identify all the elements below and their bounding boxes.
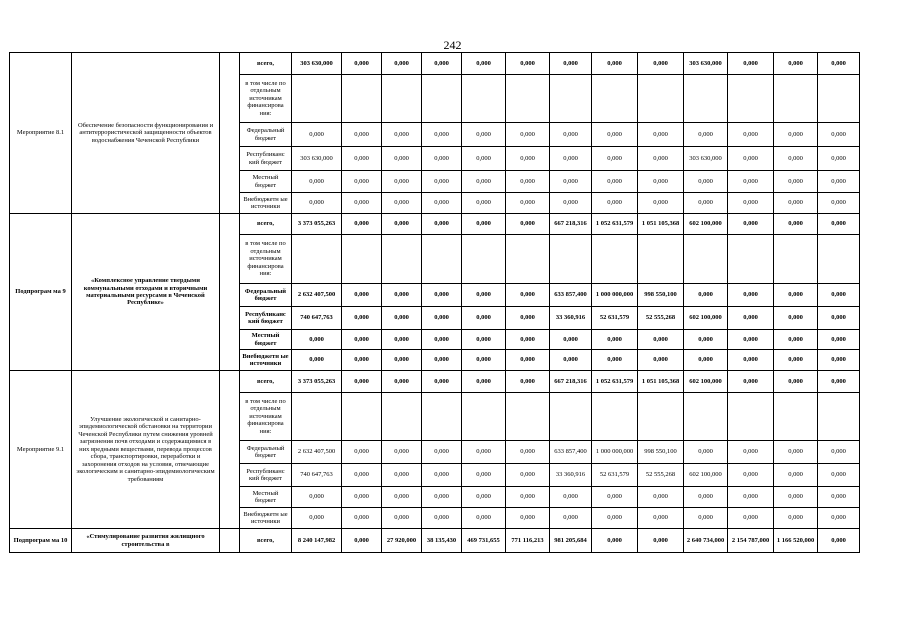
amount-cell: 0,000 <box>728 508 774 529</box>
amount-cell: 1 051 105,368 <box>638 371 684 393</box>
amount-cell <box>818 75 860 123</box>
spacer-cell <box>220 529 240 553</box>
amount-cell: 667 218,316 <box>550 214 592 235</box>
amount-cell: 0,000 <box>638 171 684 193</box>
amount-cell: 0,000 <box>818 487 860 508</box>
amount-cell: 0,000 <box>774 284 818 307</box>
amount-cell: 0,000 <box>638 529 684 553</box>
amount-cell: 771 116,213 <box>506 529 550 553</box>
amount-cell: 0,000 <box>422 307 462 330</box>
funding-source: Внебюджетн ые источники <box>240 350 292 371</box>
amount-cell: 633 857,400 <box>550 284 592 307</box>
amount-cell <box>684 235 728 284</box>
amount-cell: 0,000 <box>422 171 462 193</box>
amount-cell: 38 135,430 <box>422 529 462 553</box>
amount-cell: 602 100,000 <box>684 464 728 487</box>
amount-cell: 0,000 <box>382 441 422 464</box>
funding-source: Местный бюджет <box>240 330 292 350</box>
amount-cell: 0,000 <box>728 123 774 147</box>
amount-cell: 0,000 <box>342 171 382 193</box>
amount-cell <box>422 235 462 284</box>
amount-cell <box>550 393 592 441</box>
amount-cell: 0,000 <box>684 171 728 193</box>
amount-cell: 0,000 <box>728 147 774 171</box>
section-label: Мероприятие 8.1 <box>10 53 72 214</box>
amount-cell: 0,000 <box>506 371 550 393</box>
budget-table <box>9 52 898 553</box>
amount-cell <box>292 235 342 284</box>
amount-cell: 1 052 631,579 <box>592 214 638 235</box>
amount-cell: 0,000 <box>292 508 342 529</box>
amount-cell: 0,000 <box>638 123 684 147</box>
table-body <box>10 53 898 553</box>
amount-cell: 0,000 <box>342 441 382 464</box>
amount-cell: 0,000 <box>818 350 860 371</box>
amount-cell <box>550 235 592 284</box>
funding-source: Федеральный бюджет <box>240 284 292 307</box>
amount-cell: 0,000 <box>728 330 774 350</box>
amount-cell: 1 000 000,000 <box>592 441 638 464</box>
amount-cell: 303 630,000 <box>292 147 342 171</box>
amount-cell: 0,000 <box>592 147 638 171</box>
amount-cell: 0,000 <box>774 53 818 75</box>
amount-cell: 0,000 <box>774 193 818 214</box>
amount-cell <box>342 235 382 284</box>
amount-cell: 0,000 <box>462 371 506 393</box>
amount-cell: 0,000 <box>342 307 382 330</box>
funding-source: в том числе по отдельным источникам финансирова ния: <box>240 393 292 441</box>
amount-cell: 633 857,400 <box>550 441 592 464</box>
amount-cell: 2 632 407,500 <box>292 284 342 307</box>
amount-cell: 0,000 <box>422 284 462 307</box>
amount-cell <box>728 75 774 123</box>
funding-source: всего, <box>240 371 292 393</box>
amount-cell: 0,000 <box>684 487 728 508</box>
amount-cell: 0,000 <box>462 214 506 235</box>
amount-cell: 0,000 <box>818 371 860 393</box>
section-label: Мероприятие 9.1 <box>10 371 72 529</box>
funding-source: в том числе по отдельным источникам финансирова ния: <box>240 75 292 123</box>
amount-cell <box>462 235 506 284</box>
amount-cell: 0,000 <box>292 123 342 147</box>
amount-cell: 303 630,000 <box>684 53 728 75</box>
amount-cell: 1 052 631,579 <box>592 371 638 393</box>
amount-cell: 0,000 <box>462 53 506 75</box>
amount-cell: 0,000 <box>462 330 506 350</box>
amount-cell: 0,000 <box>462 193 506 214</box>
amount-cell: 0,000 <box>550 330 592 350</box>
amount-cell: 0,000 <box>462 508 506 529</box>
amount-cell: 0,000 <box>550 487 592 508</box>
funding-source: всего, <box>240 53 292 75</box>
funding-source: Местный бюджет <box>240 487 292 508</box>
amount-cell: 0,000 <box>382 508 422 529</box>
amount-cell: 303 630,000 <box>292 53 342 75</box>
amount-cell: 0,000 <box>342 350 382 371</box>
amount-cell: 0,000 <box>774 171 818 193</box>
amount-cell: 0,000 <box>728 350 774 371</box>
table-row <box>10 53 898 75</box>
amount-cell: 0,000 <box>292 487 342 508</box>
amount-cell: 0,000 <box>342 487 382 508</box>
amount-cell: 0,000 <box>774 350 818 371</box>
amount-cell: 0,000 <box>382 350 422 371</box>
section-description: «Комплексное управление твердыми коммунальными отходами и вторичными материальными ресурсами в Чеченской Республике» <box>72 214 220 371</box>
amount-cell: 0,000 <box>382 53 422 75</box>
amount-cell: 0,000 <box>342 214 382 235</box>
amount-cell <box>550 75 592 123</box>
amount-cell: 0,000 <box>728 371 774 393</box>
amount-cell: 0,000 <box>382 330 422 350</box>
amount-cell: 0,000 <box>506 123 550 147</box>
amount-cell: 0,000 <box>292 193 342 214</box>
amount-cell: 0,000 <box>550 171 592 193</box>
amount-cell: 0,000 <box>774 508 818 529</box>
amount-cell: 0,000 <box>422 464 462 487</box>
amount-cell: 0,000 <box>728 307 774 330</box>
amount-cell: 0,000 <box>550 193 592 214</box>
amount-cell: 602 100,000 <box>684 307 728 330</box>
amount-cell <box>774 75 818 123</box>
amount-cell: 0,000 <box>774 307 818 330</box>
amount-cell: 0,000 <box>684 123 728 147</box>
amount-cell: 0,000 <box>550 350 592 371</box>
amount-cell: 0,000 <box>818 330 860 350</box>
funding-source: Внебюджетн ые источники <box>240 508 292 529</box>
amount-cell: 0,000 <box>506 53 550 75</box>
section-description: «Стимулирование развития жилищного строительства в <box>72 529 220 553</box>
amount-cell: 0,000 <box>592 330 638 350</box>
amount-cell: 0,000 <box>592 350 638 371</box>
amount-cell: 0,000 <box>422 53 462 75</box>
amount-cell <box>818 235 860 284</box>
amount-cell: 0,000 <box>550 123 592 147</box>
amount-cell: 3 373 055,263 <box>292 214 342 235</box>
amount-cell: 0,000 <box>774 487 818 508</box>
amount-cell: 0,000 <box>342 123 382 147</box>
amount-cell <box>592 75 638 123</box>
amount-cell: 0,000 <box>818 284 860 307</box>
amount-cell: 0,000 <box>506 193 550 214</box>
amount-cell: 0,000 <box>774 371 818 393</box>
funding-source: Республиканс кий бюджет <box>240 307 292 330</box>
funding-source: Внебюджетн ые источники <box>240 193 292 214</box>
amount-cell: 0,000 <box>774 330 818 350</box>
amount-cell: 0,000 <box>638 330 684 350</box>
amount-cell <box>342 393 382 441</box>
amount-cell: 0,000 <box>818 307 860 330</box>
section-description: Улучшение экологической и санитарно-эпидемиологической обстановки на территории Чеченской Республики путем снижения уровней загрязнения почв отходами и содержащимися в них вредными веществами, перевода процессов сбора, транспортировки, переработки и захоронения отходов на условия, отвечающие экологическим и санитарно-эпидемиологическим требованиям <box>72 371 220 529</box>
amount-cell <box>774 235 818 284</box>
amount-cell: 0,000 <box>342 464 382 487</box>
spacer-cell <box>220 53 240 214</box>
section-label: Подпрограм ма 9 <box>10 214 72 371</box>
amount-cell <box>506 393 550 441</box>
amount-cell: 0,000 <box>506 307 550 330</box>
amount-cell <box>462 393 506 441</box>
table-row <box>10 371 898 393</box>
amount-cell: 998 550,100 <box>638 284 684 307</box>
amount-cell: 0,000 <box>382 371 422 393</box>
amount-cell: 33 360,916 <box>550 307 592 330</box>
amount-cell: 0,000 <box>506 330 550 350</box>
amount-cell: 0,000 <box>728 214 774 235</box>
amount-cell: 33 360,916 <box>550 464 592 487</box>
amount-cell: 0,000 <box>382 487 422 508</box>
amount-cell: 1 000 000,000 <box>592 284 638 307</box>
amount-cell: 0,000 <box>382 284 422 307</box>
amount-cell: 0,000 <box>592 487 638 508</box>
amount-cell: 0,000 <box>592 529 638 553</box>
amount-cell: 0,000 <box>638 53 684 75</box>
amount-cell: 0,000 <box>728 171 774 193</box>
amount-cell: 0,000 <box>638 508 684 529</box>
amount-cell: 0,000 <box>728 487 774 508</box>
amount-cell: 0,000 <box>462 123 506 147</box>
amount-cell: 0,000 <box>382 214 422 235</box>
amount-cell: 0,000 <box>638 193 684 214</box>
amount-cell: 0,000 <box>506 214 550 235</box>
amount-cell <box>382 75 422 123</box>
amount-cell <box>728 393 774 441</box>
section-description: Обеспечение безопасности функционирования и антитеррористической защищенности объектов водоснабжения Чеченской Республики <box>72 53 220 214</box>
page-number: 242 <box>443 38 462 52</box>
amount-cell: 0,000 <box>592 508 638 529</box>
funding-source: Местный бюджет <box>240 171 292 193</box>
amount-cell: 0,000 <box>818 147 860 171</box>
amount-cell: 0,000 <box>592 193 638 214</box>
amount-cell <box>592 235 638 284</box>
funding-source: в том числе по отдельным источникам финансирова ния: <box>240 235 292 284</box>
amount-cell: 0,000 <box>462 171 506 193</box>
funding-source: Республиканс кий бюджет <box>240 464 292 487</box>
amount-cell: 0,000 <box>342 53 382 75</box>
amount-cell <box>638 235 684 284</box>
amount-cell: 52 631,579 <box>592 307 638 330</box>
amount-cell: 998 550,100 <box>638 441 684 464</box>
amount-cell: 27 920,000 <box>382 529 422 553</box>
table-row <box>10 529 898 553</box>
amount-cell: 1 166 520,000 <box>774 529 818 553</box>
amount-cell: 0,000 <box>422 330 462 350</box>
amount-cell: 0,000 <box>462 441 506 464</box>
amount-cell: 0,000 <box>506 171 550 193</box>
amount-cell: 0,000 <box>462 464 506 487</box>
amount-cell: 0,000 <box>506 147 550 171</box>
amount-cell: 0,000 <box>422 508 462 529</box>
amount-cell: 0,000 <box>818 123 860 147</box>
amount-cell: 1 051 105,368 <box>638 214 684 235</box>
amount-cell: 0,000 <box>818 53 860 75</box>
amount-cell: 0,000 <box>422 371 462 393</box>
amount-cell <box>382 235 422 284</box>
amount-cell: 0,000 <box>422 214 462 235</box>
spacer-cell <box>220 371 240 529</box>
amount-cell: 0,000 <box>292 171 342 193</box>
amount-cell: 0,000 <box>774 441 818 464</box>
amount-cell: 0,000 <box>422 123 462 147</box>
amount-cell: 0,000 <box>292 350 342 371</box>
amount-cell: 0,000 <box>342 284 382 307</box>
amount-cell: 740 647,763 <box>292 307 342 330</box>
amount-cell: 0,000 <box>506 284 550 307</box>
amount-cell <box>292 393 342 441</box>
amount-cell: 0,000 <box>462 307 506 330</box>
amount-cell: 0,000 <box>818 464 860 487</box>
amount-cell: 0,000 <box>684 350 728 371</box>
amount-cell: 0,000 <box>342 147 382 171</box>
amount-cell: 0,000 <box>462 350 506 371</box>
amount-cell: 0,000 <box>728 53 774 75</box>
amount-cell: 0,000 <box>506 508 550 529</box>
amount-cell <box>382 393 422 441</box>
amount-cell: 0,000 <box>638 487 684 508</box>
amount-cell: 0,000 <box>728 193 774 214</box>
amount-cell: 0,000 <box>592 123 638 147</box>
amount-cell: 0,000 <box>422 350 462 371</box>
amount-cell: 0,000 <box>728 464 774 487</box>
amount-cell: 0,000 <box>422 487 462 508</box>
funding-source: Республиканс кий бюджет <box>240 147 292 171</box>
amount-cell <box>506 75 550 123</box>
amount-cell: 0,000 <box>818 508 860 529</box>
amount-cell: 0,000 <box>638 147 684 171</box>
amount-cell: 0,000 <box>506 441 550 464</box>
amount-cell: 0,000 <box>818 529 860 553</box>
amount-cell: 0,000 <box>550 508 592 529</box>
amount-cell: 0,000 <box>422 193 462 214</box>
amount-cell <box>684 75 728 123</box>
amount-cell: 0,000 <box>506 350 550 371</box>
amount-cell: 0,000 <box>684 284 728 307</box>
amount-cell: 0,000 <box>684 193 728 214</box>
funding-source: Федеральный бюджет <box>240 123 292 147</box>
amount-cell: 981 205,684 <box>550 529 592 553</box>
amount-cell: 0,000 <box>422 147 462 171</box>
amount-cell: 0,000 <box>774 214 818 235</box>
amount-cell <box>422 393 462 441</box>
amount-cell: 0,000 <box>462 147 506 171</box>
amount-cell: 0,000 <box>382 193 422 214</box>
amount-cell: 0,000 <box>638 350 684 371</box>
funding-source: Федеральный бюджет <box>240 441 292 464</box>
section-label: Подпрограм ма 10 <box>10 529 72 553</box>
amount-cell: 0,000 <box>382 123 422 147</box>
amount-cell: 0,000 <box>342 529 382 553</box>
funding-source: всего, <box>240 529 292 553</box>
amount-cell: 0,000 <box>728 284 774 307</box>
amount-cell: 0,000 <box>382 171 422 193</box>
amount-cell: 0,000 <box>462 284 506 307</box>
amount-cell: 0,000 <box>506 464 550 487</box>
amount-cell: 0,000 <box>684 441 728 464</box>
amount-cell: 0,000 <box>292 330 342 350</box>
amount-cell: 0,000 <box>774 464 818 487</box>
amount-cell <box>462 75 506 123</box>
amount-cell: 0,000 <box>342 508 382 529</box>
amount-cell: 0,000 <box>382 147 422 171</box>
amount-cell: 3 373 055,263 <box>292 371 342 393</box>
amount-cell: 0,000 <box>684 330 728 350</box>
amount-cell: 667 218,316 <box>550 371 592 393</box>
amount-cell <box>638 393 684 441</box>
amount-cell: 2 640 734,000 <box>684 529 728 553</box>
funding-source: всего, <box>240 214 292 235</box>
amount-cell: 0,000 <box>382 307 422 330</box>
amount-cell: 602 100,000 <box>684 214 728 235</box>
amount-cell: 602 100,000 <box>684 371 728 393</box>
amount-cell: 0,000 <box>818 441 860 464</box>
amount-cell: 0,000 <box>592 171 638 193</box>
amount-cell: 52 555,268 <box>638 307 684 330</box>
amount-cell: 469 731,655 <box>462 529 506 553</box>
amount-cell: 0,000 <box>550 53 592 75</box>
amount-cell: 740 647,763 <box>292 464 342 487</box>
amount-cell: 8 240 147,982 <box>292 529 342 553</box>
amount-cell: 0,000 <box>774 147 818 171</box>
amount-cell: 0,000 <box>422 441 462 464</box>
amount-cell <box>684 393 728 441</box>
amount-cell <box>422 75 462 123</box>
amount-cell <box>638 75 684 123</box>
amount-cell <box>506 235 550 284</box>
amount-cell: 52 631,579 <box>592 464 638 487</box>
amount-cell: 0,000 <box>342 371 382 393</box>
amount-cell <box>292 75 342 123</box>
amount-cell: 0,000 <box>818 193 860 214</box>
amount-cell: 0,000 <box>684 508 728 529</box>
amount-cell <box>818 393 860 441</box>
amount-cell: 0,000 <box>462 487 506 508</box>
amount-cell: 2 632 407,500 <box>292 441 342 464</box>
amount-cell: 52 555,268 <box>638 464 684 487</box>
amount-cell: 0,000 <box>728 441 774 464</box>
amount-cell: 0,000 <box>342 330 382 350</box>
amount-cell <box>728 235 774 284</box>
amount-cell: 0,000 <box>774 123 818 147</box>
amount-cell: 0,000 <box>818 171 860 193</box>
amount-cell: 0,000 <box>506 487 550 508</box>
amount-cell: 0,000 <box>382 464 422 487</box>
amount-cell <box>342 75 382 123</box>
amount-cell: 0,000 <box>550 147 592 171</box>
amount-cell: 2 154 787,000 <box>728 529 774 553</box>
amount-cell: 0,000 <box>818 214 860 235</box>
spacer-cell <box>220 214 240 371</box>
amount-cell: 0,000 <box>342 193 382 214</box>
amount-cell <box>592 393 638 441</box>
amount-cell: 303 630,000 <box>684 147 728 171</box>
amount-cell: 0,000 <box>592 53 638 75</box>
table-row <box>10 214 898 235</box>
amount-cell <box>774 393 818 441</box>
